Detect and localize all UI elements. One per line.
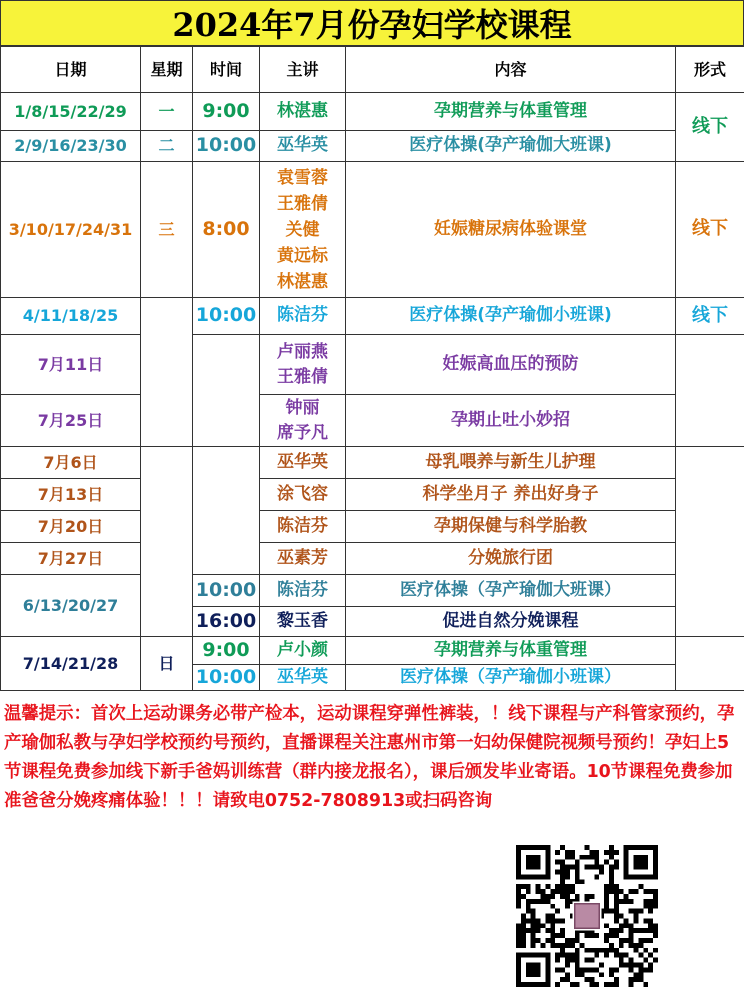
speaker-cell: 陈洁芬 [260, 575, 346, 607]
header-row [1, 47, 744, 93]
table-row [1, 335, 744, 395]
time-cell: 9:00 [193, 93, 260, 131]
weekday-cell: 日 [141, 637, 193, 691]
date-cell: 6/13/20/27 [1, 575, 141, 637]
time-cell: 10:00 [193, 575, 260, 607]
schedule-table [0, 46, 744, 691]
time-cell: 9:00 [193, 637, 260, 665]
content-cell: 妊娠糖尿病体验课堂 [346, 162, 676, 298]
weekday-cell [141, 447, 193, 637]
header-form: 形式 [676, 47, 744, 93]
table-row [1, 131, 744, 162]
speaker-cell: 林湛惠 [260, 93, 346, 131]
header-speaker: 主讲 [260, 47, 346, 93]
date-cell: 7月13日 [1, 479, 141, 511]
table-row [1, 543, 744, 575]
date-cell: 7月27日 [1, 543, 141, 575]
time-cell: 16:00 [193, 607, 260, 637]
date-cell: 7月20日 [1, 511, 141, 543]
header-time: 时间 [193, 47, 260, 93]
speaker-cell: 卢丽燕 王雅倩 [260, 335, 346, 395]
weekday-cell: 三 [141, 162, 193, 298]
content-cell: 孕期保健与科学胎教 [346, 511, 676, 543]
date-cell: 7月11日 [1, 335, 141, 395]
form-cell: 线下 [676, 162, 744, 298]
table-row [1, 93, 744, 131]
table-row [1, 447, 744, 479]
content-cell: 医疗体操（孕产瑜伽小班课） [346, 665, 676, 691]
content-cell: 医疗体操(孕产瑜伽小班课) [346, 298, 676, 335]
speaker-cell: 涂飞容 [260, 479, 346, 511]
table-row [1, 479, 744, 511]
speaker-cell: 卢小颜 [260, 637, 346, 665]
table-row [1, 162, 744, 298]
date-cell: 3/10/17/24/31 [1, 162, 141, 298]
time-cell: 10:00 [193, 665, 260, 691]
speaker-cell: 巫华英 [260, 131, 346, 162]
speaker-cell: 黎玉香 [260, 607, 346, 637]
content-cell: 促进自然分娩课程 [346, 607, 676, 637]
date-cell: 2/9/16/23/30 [1, 131, 141, 162]
header-week: 星期 [141, 47, 193, 93]
table-row [1, 511, 744, 543]
content-cell: 医疗体操(孕产瑜伽大班课) [346, 131, 676, 162]
time-cell [193, 447, 260, 575]
form-cell: 线下 [676, 298, 744, 335]
header-date: 日期 [1, 47, 141, 93]
content-cell: 分娩旅行团 [346, 543, 676, 575]
speaker-cell: 陈洁芬 [260, 511, 346, 543]
content-cell: 妊娠高血压的预防 [346, 335, 676, 395]
time-cell: 10:00 [193, 131, 260, 162]
form-cell: 线下 [676, 93, 744, 162]
weekday-cell: 一 [141, 93, 193, 131]
speaker-cell: 巫华英 [260, 447, 346, 479]
speaker-cell: 钟丽 席予凡 [260, 395, 346, 447]
header-content: 内容 [346, 47, 676, 93]
qr-code-icon [516, 845, 658, 987]
table-row [1, 298, 744, 335]
table-row [1, 575, 744, 607]
time-cell: 10:00 [193, 298, 260, 335]
table-row [1, 637, 744, 665]
form-cell [676, 335, 744, 447]
date-cell: 7/14/21/28 [1, 637, 141, 691]
content-cell: 孕期止吐小妙招 [346, 395, 676, 447]
date-cell: 4/11/18/25 [1, 298, 141, 335]
page-title: 2024年7月份孕妇学校课程 [0, 0, 744, 46]
table-row [1, 395, 744, 447]
date-cell: 7月25日 [1, 395, 141, 447]
speaker-cell: 巫华英 [260, 665, 346, 691]
content-cell: 母乳喂养与新生儿护理 [346, 447, 676, 479]
speaker-cell: 袁雪蓉 王雅倩 关健 黄远标 林湛惠 [260, 162, 346, 298]
form-cell [676, 637, 744, 691]
speaker-cell: 巫素芳 [260, 543, 346, 575]
time-cell [193, 335, 260, 447]
date-cell: 1/8/15/22/29 [1, 93, 141, 131]
date-cell: 7月6日 [1, 447, 141, 479]
content-cell: 医疗体操（孕产瑜伽大班课） [346, 575, 676, 607]
form-cell [676, 447, 744, 637]
content-cell: 孕期营养与体重管理 [346, 637, 676, 665]
weekday-cell [141, 298, 193, 447]
time-cell: 8:00 [193, 162, 260, 298]
weekday-cell: 二 [141, 131, 193, 162]
notice-text: 温馨提示：首次上运动课务必带产检本，运动课程穿弹性裤装，！线下课程与产科管家预约，孕产瑜伽私教与孕妇学校预约号预约，直播课程关注惠州市第一妇幼保健院视频号预约！孕妇上5节课程免费参加线下新手爸妈训练营（群内接龙报名），课后颁发毕业寄语。10节课程免费参加准爸爸分娩疼痛体验！！！请致电0752-7808913或扫码咨询 [4, 704, 735, 811]
content-cell: 科学坐月子 养出好身子 [346, 479, 676, 511]
speaker-cell: 陈洁芬 [260, 298, 346, 335]
content-cell: 孕期营养与体重管理 [346, 93, 676, 131]
